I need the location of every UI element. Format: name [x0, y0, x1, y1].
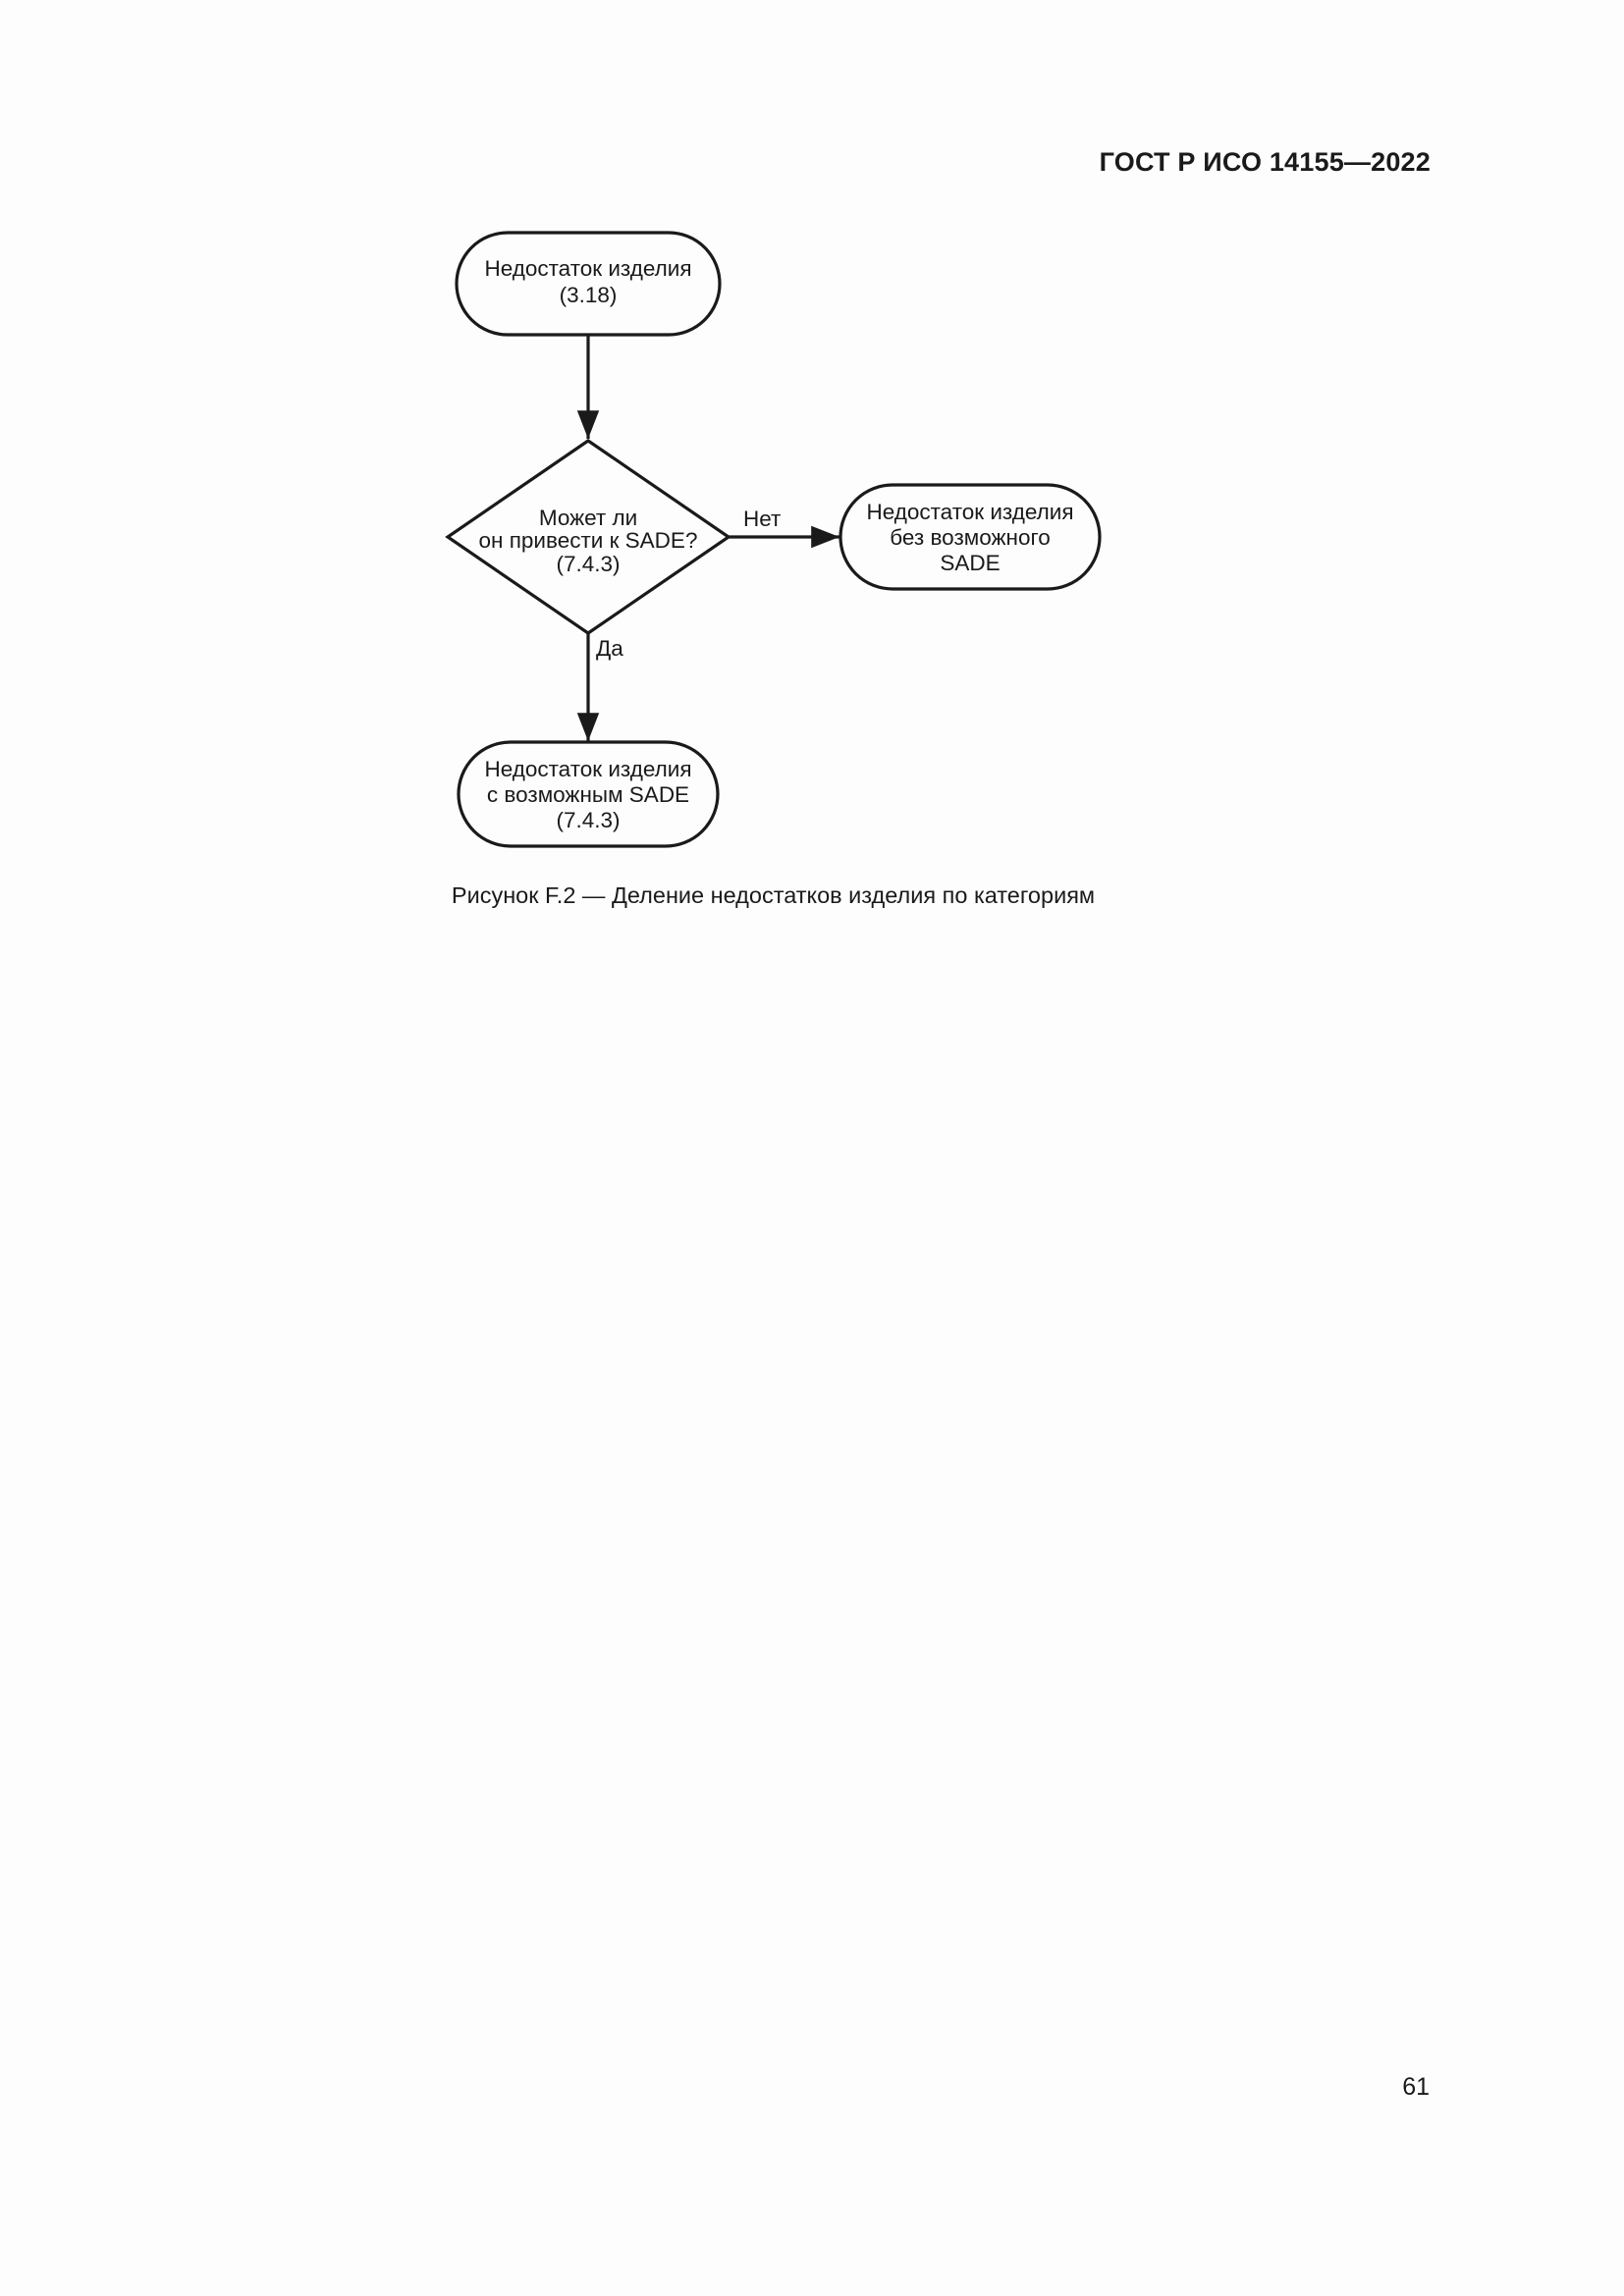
decision-line1: Может ли — [538, 506, 638, 530]
page-number: 61 — [1402, 2073, 1430, 2101]
decision-line3: (7.4.3) — [556, 552, 621, 576]
no-outcome-line2: без возможного — [890, 525, 1051, 550]
yes-outcome-node — [459, 742, 718, 846]
start-node-line2: (3.18) — [559, 283, 618, 307]
decision-node — [448, 441, 729, 633]
document-standard-id: ГОСТ Р ИСО 14155—2022 — [1099, 147, 1431, 177]
yes-outcome-line3: (7.4.3) — [556, 808, 621, 832]
yes-outcome-line1: Недостаток изделия — [484, 757, 692, 781]
start-node-line1: Недостаток изделия — [484, 256, 692, 281]
no-outcome-line3: SADE — [940, 551, 1001, 575]
yes-branch-label: Да — [596, 636, 623, 661]
no-outcome-line1: Недостаток изделия — [866, 500, 1074, 524]
no-outcome-node — [840, 485, 1100, 589]
no-branch-label: Нет — [743, 507, 782, 531]
flowchart — [0, 0, 1624, 982]
figure-caption: Рисунок F.2 — Деление недостатков изделия по категориям — [451, 882, 1096, 908]
start-node — [457, 233, 720, 335]
yes-outcome-line2: с возможным SADE — [486, 782, 690, 807]
decision-line2: он привести к SADE? — [478, 528, 698, 553]
